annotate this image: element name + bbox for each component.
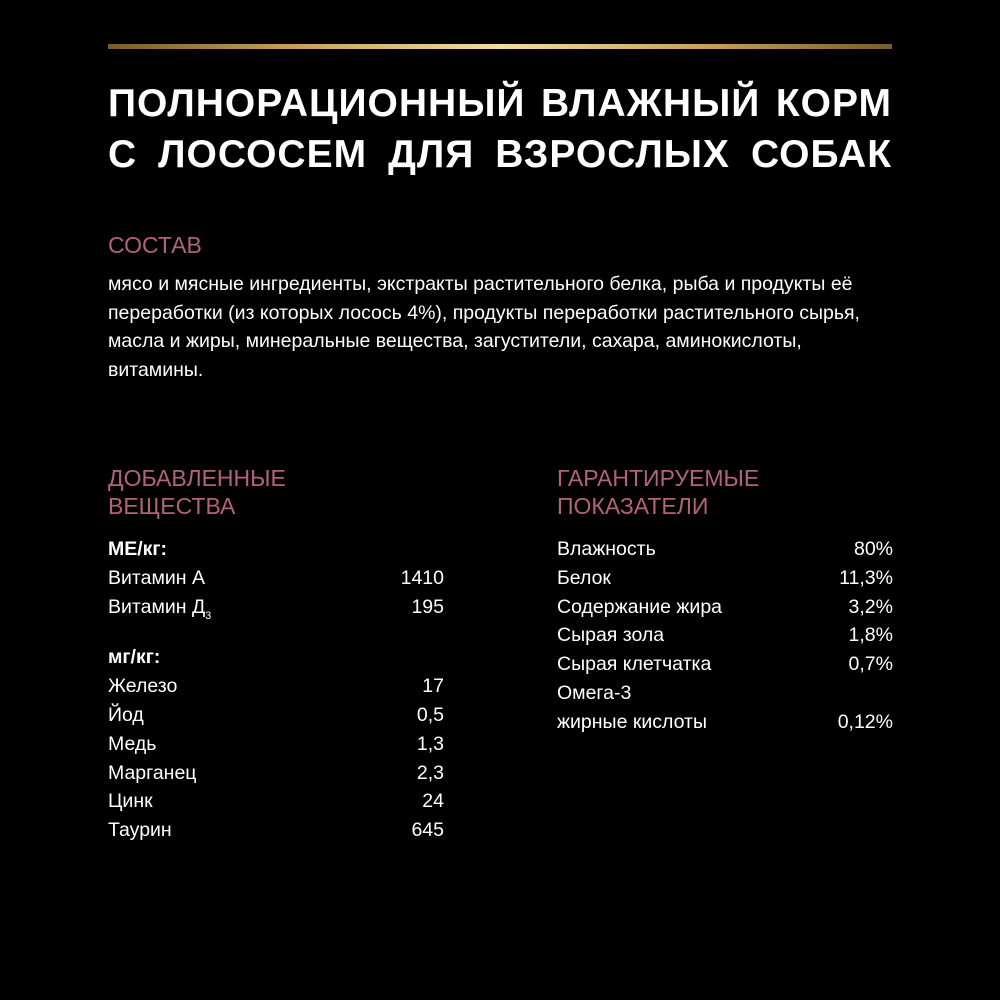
product-title bbox=[108, 78, 892, 180]
row-value: 24 bbox=[422, 790, 444, 813]
row-name-text: Витамин Д bbox=[108, 595, 206, 618]
row-value: 1,3 bbox=[416, 732, 444, 755]
guaranteed-values-table bbox=[557, 535, 893, 737]
guaranteed-heading-line-2: ПОКАЗАТЕЛИ bbox=[557, 493, 709, 519]
row-name: Омега-3 bbox=[557, 681, 632, 704]
added-substances-heading bbox=[108, 464, 428, 520]
table-row bbox=[108, 701, 444, 730]
row-value: 0,12% bbox=[837, 710, 893, 733]
row-name: жирные кислоты bbox=[557, 710, 707, 733]
row-value: 0,7% bbox=[848, 653, 893, 676]
row-name-subscript: 3 bbox=[205, 610, 212, 623]
guaranteed-heading-line-1: ГАРАНТИРУЕМЫЕ bbox=[557, 465, 760, 491]
row-name: Таурин bbox=[108, 819, 172, 842]
row-name: Цинк bbox=[108, 790, 153, 813]
table-row bbox=[557, 650, 893, 679]
table-row bbox=[557, 535, 893, 564]
unit-label-iu: МЕ/кг: bbox=[108, 538, 168, 560]
added-heading-line-1: ДОБАВЛЕННЫЕ bbox=[108, 465, 286, 491]
table-row bbox=[108, 593, 444, 622]
row-name: Медь bbox=[108, 732, 157, 755]
row-value: 3,2% bbox=[848, 595, 893, 618]
row-name: Витамин А bbox=[108, 566, 205, 589]
table-row bbox=[108, 564, 444, 593]
table-row bbox=[557, 593, 893, 622]
row-value: 1410 bbox=[400, 566, 444, 589]
table-row bbox=[557, 679, 893, 708]
table-row bbox=[108, 672, 444, 701]
row-value: 17 bbox=[422, 675, 444, 698]
row-name: Влажность bbox=[557, 538, 656, 560]
added-heading-line-2: ВЕЩЕСТВА bbox=[108, 493, 236, 519]
row-value: 645 bbox=[411, 819, 444, 842]
row-name: Сырая клетчатка bbox=[557, 653, 712, 676]
guaranteed-values-heading bbox=[557, 464, 877, 520]
row-value: 80% bbox=[853, 538, 893, 560]
table-row bbox=[557, 708, 893, 737]
gold-divider-line bbox=[108, 44, 892, 49]
row-name bbox=[108, 593, 211, 630]
row-value: 195 bbox=[411, 595, 444, 618]
table-row bbox=[108, 816, 444, 845]
table-row bbox=[557, 564, 893, 593]
product-title-line-2: С ЛОСОСЕМ ДЛЯ ВЗРОСЛЫХ СОБАК bbox=[108, 133, 892, 176]
row-value: 2,3 bbox=[416, 761, 444, 784]
row-name: Железо bbox=[108, 675, 178, 698]
product-title-line-1: ПОЛНОРАЦИОННЫЙ ВЛАЖНЫЙ КОРМ bbox=[108, 82, 892, 125]
table-row bbox=[108, 730, 444, 759]
row-name: Сырая зола bbox=[557, 624, 665, 647]
row-name: Содержание жира bbox=[557, 595, 723, 618]
row-value: 11,3% bbox=[839, 566, 893, 589]
table-row bbox=[108, 787, 444, 816]
row-name: Белок bbox=[557, 566, 611, 589]
added-substances-table bbox=[108, 535, 444, 845]
row-name: Марганец bbox=[108, 761, 197, 784]
composition-heading: СОСТАВ bbox=[108, 232, 202, 258]
unit-label-mg: мг/кг: bbox=[108, 646, 161, 669]
table-row bbox=[108, 759, 444, 788]
row-name: Йод bbox=[108, 703, 144, 726]
table-row bbox=[557, 621, 893, 650]
composition-text: мясо и мясные ингредиенты, экстракты растительного белка, рыба и продукты её переработки (из которых лосось 4%), продукты переработки растительного сырья, масла и жиры, минеральные вещества, загустители, сахара, аминокислоты, витамины. bbox=[108, 273, 860, 381]
row-value: 1,8% bbox=[848, 624, 893, 647]
row-value: 0,5 bbox=[416, 703, 444, 726]
